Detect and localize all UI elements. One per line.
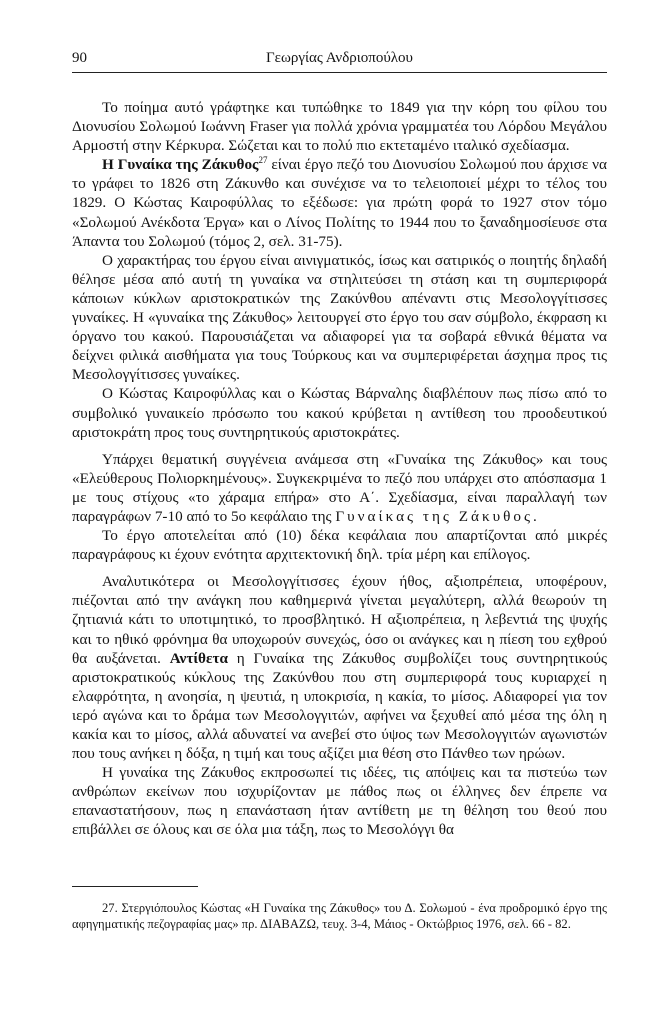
footnote-27: 27. Στεργιόπουλος Κώστας «Η Γυναίκα της Ζάκυθος» του Δ. Σολωμού - ένα προδρομικό έργο της αφηγηματικής πεζογραφίας μας» πρ. ΔΙΑΒΑΖΩ, τευχ. 3-4, Μάιος - Οκτώβριος 1976, σελ. 66 - 82. [72,901,607,931]
paragraph-2-text: είναι έργο πεζό του Διονυσίου Σολωμού που άρχισε να το γράφει το 1826 στη Ζάκυνθο και συνέχισε να το τελειοποιεί μέχρι το τέλος του 1829. Ο Κώστας Καιροφύλλας το εξέδωσε: για πρώτη φορά το 1927 στον τόμο «Σολωμού Ανέκδοτα Έργα» και ο Λίνος Πολίτης το 1944 που το ξαναδημοσίευσε στα Άπαντα του Σολωμού (τόμος 2, σελ. 31-75). [72,156,607,250]
spaced-title: Γυναίκας της Ζάκυθος. [335,507,540,525]
paragraph-8: Η γυναίκα της Ζάκυθος εκπροσωπεί τις ιδέες, τις απόψεις και τα πιστεύω των ανθρώπων εκείνων που ισχυρίζονταν με πάθος πως οι έλληνες δεν έπρεπε να επαναστατήσουν, πως η επανάσταση ήταν αντίθετη με τη θέληση του θεού που επιβάλλει σε όλους και σε όλα μια τάξη, πως το Μεσολόγγι θα [72,764,607,839]
paragraph-7-text-b: η Γυναίκα της Ζάκυθος συμβολίζει τους συντηρητικούς αριστοκρατικούς κύκλους της Ζακύνθου που στη συμπεριφορά τους κυριαρχεί η ελαφρότητα, η ανοησία, η ψευτιά, η υποκρισία, η κακία, το μίσος. Αδιαφορεί για τον ιερό αγώνα και το δράμα των Μεσολογγιτών, αφήνει να ξεχυθεί από μέσα της όλη η κακία και το μίσος, αλλά αδυνατεί να ανεβεί στο ύψος των Μεσολογγιτών αγωνιστών που τους ανήκει η δόξα, η τιμή και τους αξίζει μια θέση στο Πάνθεο των ηρώων. [72,649,608,763]
paragraph-3: Ο χαρακτήρας του έργου είναι αινιγματικός, ίσως και σατιρικός ο ποιητής δηλαδή θέλησε μέσα από αυτή τη γυναίκα να στηλιτεύσει τη στάση και τη συμπεριφορά κάποιων κύκλων αριστοκρατικών της Ζακύνθου απέναντι στις Μεσολογγίτισσες γυναίκες. Η «γυναίκα της Ζάκυθος» λειτουργεί στο έργο του σαν σύμβολο, έκφραση κι όργανο του κακού. Παρουσιάζεται να αδιαφορεί για τα σοβαρά εθνικά θέματα να δείχνει φιλικά αισθήματα για τους Τούρκους και να συμπεριφέρεται άσχημα προς τις Μεσολογγίτισσες γυναίκες. [72,251,607,384]
paragraph-4: Ο Κώστας Καιροφύλλας και ο Κώστας Βάρναλης διαβλέπουν πως πίσω από το συμβολικό γυναικείο πρόσωπο του κακού κρύβεται η αντίθεση του προοδευτικού αριστοκράτη προς τους συντηρητικούς αριστοκράτες. [72,385,607,441]
page-header [72,50,607,73]
emphasis-word: Αντίθετα [169,649,228,667]
footnote-divider [72,886,198,887]
paragraph-1: Το ποίημα αυτό γράφτηκε και τυπώθηκε το 1849 για την κόρη του φίλου του Διονυσίου Σολωμού Ιωάννη Fraser για πολλά χρόνια γραμματέα του Λόρδου Μεγάλου Αρμοστή στην Κέρκυρα. Σώζεται και το πολύ πιο εκτεταμένο ιταλικό σχεδίασμα. [72,99,607,155]
footnote-ref[interactable]: 27 [258,155,268,166]
paragraph-7 [72,572,607,763]
running-head: Γεωργίας Ανδριοπούλου [265,50,413,66]
paragraph-6: Το έργο αποτελείται από (10) δέκα κεφάλαια που απαρτίζονται από μικρές παραγράφους κι έχουν ενότητα αρχιτεκτονική δηλ. τρία μέρη και επίλογος. [72,527,607,564]
paragraph-7-text-a: Αναλυτικότερα οι Μεσολογγίτισσες έχουν ήθος, αξιοπρέπεια, υποφέρουν, πιέζονται από την ανάγκη που καθημερινά γίνεται μεγαλύτερη, αλλά θεωρούν τη ζητιανιά κάτι το υποτιμητικό, το προσβλητικό. Η αξιοπρέπεια, η λεβεντιά της ψυχής και το ηθικό φρόνημα θα υποχωρούν συνεχώς, όσο οι ανάγκες και η πίεση του εχθρού θα αυξάνεται. [72,573,607,667]
paragraph-2 [72,155,607,250]
paragraph-5-text: Υπάρχει θεματική συγγένεια ανάμεσα στη «Γυναίκα της Ζάκυθος» και τους «Ελεύθερους Πολιορκημένους». Συγκεκριμένα το πεζό που υπάρχει στο απόσπασμα 1 με τους στίχους «το χάραμα επήρα» στο Α΄. Σχεδίασμα, είναι παραλλαγή των παραγράφων 7-10 από το 5ο κεφάλαιο της [72,450,607,525]
paragraph-5 [72,450,607,526]
page-number: 90 [72,50,87,66]
body-text [72,98,607,840]
work-title: Η Γυναίκα της Ζάκυθος [102,156,259,174]
